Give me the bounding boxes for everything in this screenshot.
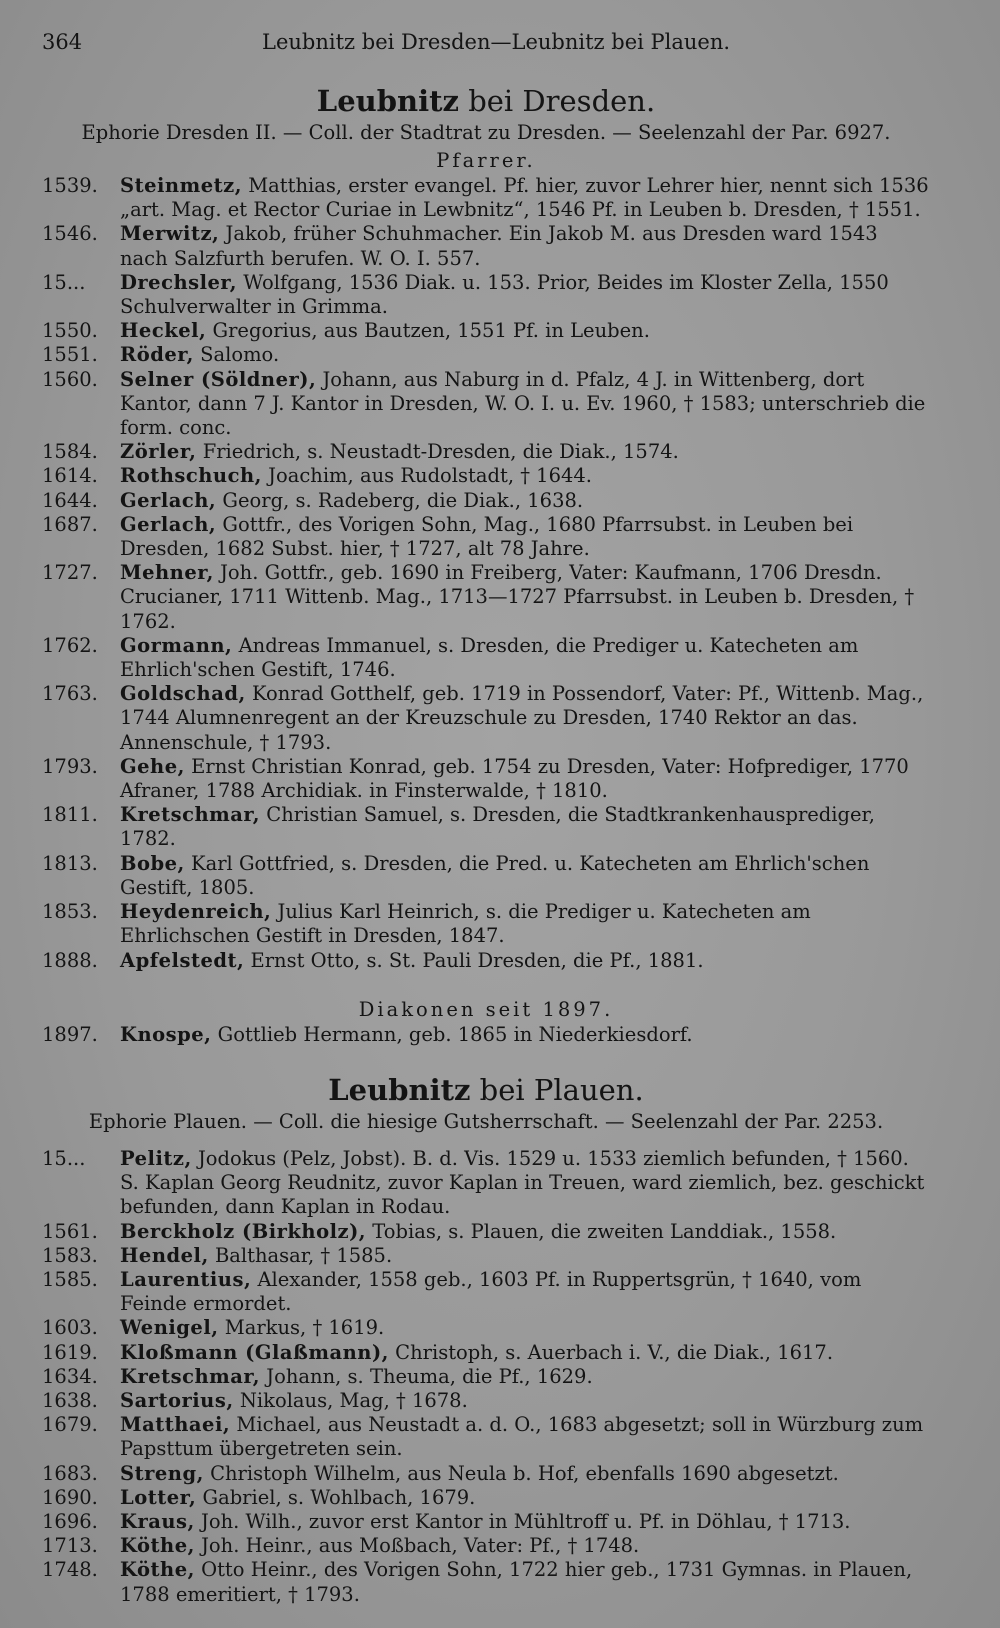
entry-year: 1793. <box>42 754 98 778</box>
entry-year: 1762. <box>42 633 98 657</box>
entry-name: Pelitz, <box>120 1146 192 1170</box>
list-item <box>42 1462 930 1486</box>
entry-name: Lotter, <box>120 1485 197 1509</box>
entry-year: 1683. <box>42 1461 98 1485</box>
section-meta: Ephorie Dresden II. — Coll. der Stadtrat zu Dresden. — Seelenzahl der Par. 6927. <box>81 121 891 144</box>
entry-text: Alexander, 1558 geb., 1603 Pf. in Ruppertsgrün, † 1640, vom Feinde ermordet. <box>120 1267 862 1316</box>
list-item <box>42 561 930 634</box>
entry-name: Berckholz (Birkholz), <box>120 1219 367 1243</box>
entry-text: Otto Heinr., des Vorigen Sohn, 1722 hier geb., 1731 Gymnas. in Plauen, 1788 emeritiert, † 1793. <box>120 1558 913 1606</box>
list-item <box>42 222 930 270</box>
list-item <box>42 755 930 803</box>
list-item <box>42 1220 930 1244</box>
entry-name: Kretschmar, <box>120 1364 261 1388</box>
list-item <box>42 1558 930 1606</box>
section-meta: Ephorie Plauen. — Coll. die hiesige Gutsherrschaft. — Seelenzahl der Par. 2253. <box>88 1109 884 1133</box>
entry-name: Röder, <box>120 343 194 367</box>
entry-year: 1679. <box>42 1413 98 1437</box>
entry-name: Bobe, <box>120 851 185 875</box>
entry-text: Jakob, früher Schuhmacher. Ein Jakob M. aus Dresden ward 1543 nach Salzfurth berufen. W. O. I. 557. <box>120 222 878 270</box>
entry-year: 1687. <box>42 512 98 536</box>
entry-year: 1585. <box>42 1267 98 1291</box>
entry-year: 1619. <box>42 1340 98 1364</box>
entry-text: Michael, aus Neustadt a. d. O., 1683 abgesetzt; soll in Würzburg zum Papsttum übergetreten sein. <box>120 1413 924 1461</box>
entry-list-dresden <box>42 174 930 973</box>
entry-text: Ernst Otto, s. St. Pauli Dresden, die Pf., 1881. <box>250 948 704 972</box>
entry-text: Markus, † 1619. <box>224 1316 385 1340</box>
entry-text: Christian Samuel, s. Dresden, die Stadtkrankenhausprediger, 1782. <box>120 803 875 851</box>
entry-year: 1546. <box>42 222 98 246</box>
entry-name: Zörler, <box>120 440 197 464</box>
entry-name: Wenigel, <box>120 1316 219 1340</box>
list-item <box>42 682 930 755</box>
entry-name: Drechsler, <box>120 270 238 294</box>
entry-name: Merwitz, <box>120 222 220 246</box>
list-item <box>42 1147 930 1220</box>
subhead-diakonen: Diakonen seit 1897. <box>358 997 614 1021</box>
entry-name: Apfelstedt, <box>120 948 245 972</box>
section-title-rest: bei Plauen. <box>479 1072 644 1107</box>
entry-text: Johann, s. Theuma, die Pf., 1629. <box>266 1364 593 1388</box>
page-number: 364 <box>42 30 83 54</box>
entry-text: Johann, aus Naburg in d. Pfalz, 4 J. in Wittenberg, dort Kantor, dann 7 J. Kantor in Dresden, W. O. I. u. Ev. 1960, † 1583; unterschrieb die form. conc. <box>120 367 926 440</box>
entry-year: 1853. <box>42 900 98 924</box>
list-item <box>42 1413 930 1461</box>
entry-text: Balthasar, † 1585. <box>214 1243 393 1267</box>
entry-text: Andreas Immanuel, s. Dresden, die Prediger u. Katecheten am Ehrlich'schen Gestift, 1746. <box>120 633 859 682</box>
entry-year: 1550. <box>42 319 98 343</box>
list-item <box>42 1510 930 1534</box>
entry-name: Steinmetz, <box>120 174 242 197</box>
entry-year: 1888. <box>42 948 98 972</box>
entry-year: 1583. <box>42 1243 98 1267</box>
entry-list-plauen <box>42 1147 930 1607</box>
entry-name: Heckel, <box>120 319 207 343</box>
list-item <box>42 489 930 513</box>
list-item <box>42 1244 930 1268</box>
entry-year: 1603. <box>42 1316 98 1340</box>
entry-text: Nikolaus, Mag, † 1678. <box>239 1388 468 1412</box>
entry-year: 1539. <box>42 174 98 197</box>
entry-year: 1813. <box>42 851 98 875</box>
entry-name: Mehner, <box>120 561 214 585</box>
running-title: Leubnitz bei Dresden—Leubnitz bei Plauen. <box>262 30 731 54</box>
list-item <box>42 803 930 851</box>
running-head <box>42 22 930 62</box>
entry-name: Kraus, <box>120 1509 195 1533</box>
entry-text: Friedrich, s. Neustadt-Dresden, die Diak., 1574. <box>202 440 679 464</box>
entry-name: Hendel, <box>120 1243 209 1267</box>
list-item <box>42 852 930 900</box>
entry-text: Wolfgang, 1536 Diak. u. 153. Prior, Beides im Kloster Zella, 1550 Schulverwalter in Grimma. <box>120 270 889 319</box>
entry-text: Gregorius, aus Bautzen, 1551 Pf. in Leuben. <box>212 319 650 343</box>
entry-name: Kloßmann (Glaßmann), <box>120 1340 389 1364</box>
list-item <box>42 634 930 682</box>
entry-text: Gottlieb Hermann, geb. 1865 in Niederkiesdorf. <box>217 1022 693 1046</box>
entry-year: 1690. <box>42 1485 98 1509</box>
entry-name: Heydenreich, <box>120 900 272 924</box>
list-item <box>42 1534 930 1558</box>
spacer <box>42 1135 930 1147</box>
entry-year: 15... <box>42 270 86 294</box>
section-title-rest: bei Dresden. <box>468 84 656 118</box>
entry-text: Joh. Wilh., zuvor erst Kantor in Mühltroff u. Pf. in Döhlau, † 1713. <box>201 1509 851 1533</box>
entry-text: Joh. Gottfr., geb. 1690 in Freiberg, Vater: Kaufmann, 1706 Dresdn. Crucianer, 1711 Wittenb. Mag., 1713—1727 Pfarrsubst. in Leuben b. Dresden, † 1762. <box>120 561 915 633</box>
section-title-bold: Leubnitz <box>328 1072 471 1107</box>
entry-name: Köthe, <box>120 1534 195 1558</box>
list-item <box>42 513 930 561</box>
list-item <box>42 1365 930 1389</box>
entry-year: 1897. <box>42 1022 98 1046</box>
entry-year: 1584. <box>42 440 98 464</box>
list-item <box>42 343 930 367</box>
list-item <box>42 1341 930 1365</box>
entry-name: Gormann, <box>120 633 233 657</box>
list-item <box>42 949 930 973</box>
entry-year: 1644. <box>42 488 98 512</box>
entry-name: Matthaei, <box>120 1413 231 1437</box>
list-item <box>42 319 930 343</box>
entry-year: 1614. <box>42 464 98 488</box>
entry-text: Tobias, s. Plauen, die zweiten Landdiak., 1558. <box>372 1219 837 1243</box>
entry-text: Gottfr., des Vorigen Sohn, Mag., 1680 Pfarrsubst. in Leuben bei Dresden, 1682 Subst. hier, † 1727, alt 78 Jahre. <box>120 512 854 561</box>
entry-text: Christoph Wilhelm, aus Neula b. Hof, ebenfalls 1690 abgesetzt. <box>210 1461 839 1485</box>
entry-year: 1638. <box>42 1388 98 1412</box>
entry-year: 1727. <box>42 561 98 585</box>
list-item <box>42 1268 930 1316</box>
entry-name: Gerlach, <box>120 512 217 536</box>
entry-text: Georg, s. Radeberg, die Diak., 1638. <box>222 488 584 512</box>
subhead-pfarrer: Pfarrer. <box>436 149 536 172</box>
list-item <box>42 900 930 948</box>
list-item <box>42 368 930 441</box>
list-item <box>42 1389 930 1413</box>
entry-text: Matthias, erster evangel. Pf. hier, zuvor Lehrer hier, nennt sich 1536 „art. Mag. et Rector Curiae in Lewbnitz“, 1546 Pf. in Leuben b. Dresden, † 1551. <box>120 174 929 222</box>
entry-year: 1561. <box>42 1219 98 1243</box>
entry-name: Streng, <box>120 1461 204 1485</box>
entry-name: Selner (Söldner), <box>120 367 317 391</box>
list-item <box>42 1486 930 1510</box>
list-item <box>42 174 930 222</box>
list-item <box>42 464 930 488</box>
list-item <box>42 440 930 464</box>
entry-text: Jodokus (Pelz, Jobst). B. d. Vis. 1529 u. 1533 ziemlich befunden, † 1560. S. Kaplan Georg Reudnitz, zuvor Kaplan in Treuen, ward ziemlich, bez. geschickt befunden, dann Kaplan in Rodau. <box>120 1146 925 1219</box>
list-item <box>42 271 930 319</box>
entry-year: 1811. <box>42 803 98 827</box>
entry-name: Gerlach, <box>120 488 217 512</box>
entry-year: 1696. <box>42 1509 98 1533</box>
entry-name: Goldschad, <box>120 682 246 706</box>
entry-text: Joh. Heinr., aus Moßbach, Vater: Pf., † 1748. <box>201 1534 640 1558</box>
list-item <box>42 1316 930 1340</box>
entry-year: 1748. <box>42 1558 98 1582</box>
section-title-bold: Leubnitz <box>316 84 459 118</box>
entry-name: Kretschmar, <box>120 803 261 827</box>
entry-year: 15... <box>42 1146 86 1170</box>
entry-text: Salomo. <box>200 343 280 367</box>
section-title-leubnitz-plauen <box>42 1073 930 1107</box>
entry-name: Rothschuch, <box>120 464 262 488</box>
spacer <box>42 973 930 995</box>
entry-text: Joachim, aus Rudolstadt, † 1644. <box>268 464 592 488</box>
entry-name: Gehe, <box>120 754 185 778</box>
entry-text: Julius Karl Heinrich, s. die Prediger u. Katecheten am Ehrlichschen Gestift in Dresden, 1847. <box>120 900 811 948</box>
entry-text: Konrad Gotthelf, geb. 1719 in Possendorf, Vater: Pf., Wittenb. Mag., 1744 Alumnenregent an der Kreuzschule zu Dresden, 1740 Rektor an das. Annenschule, † 1793. <box>120 682 924 754</box>
entry-year: 1763. <box>42 682 98 706</box>
entry-year: 1634. <box>42 1364 98 1388</box>
entry-name: Köthe, <box>120 1558 195 1582</box>
section-title-leubnitz-dresden <box>42 84 930 118</box>
entry-year: 1713. <box>42 1534 98 1558</box>
entry-text: Christoph, s. Auerbach i. V., die Diak., 1617. <box>395 1340 834 1364</box>
list-item <box>42 1023 930 1047</box>
entry-text: Ernst Christian Konrad, geb. 1754 zu Dresden, Vater: Hofprediger, 1770 Afraner, 1788 Archidiak. in Finsterwalde, † 1810. <box>120 754 909 803</box>
entry-name: Knospe, <box>120 1022 212 1046</box>
entry-text: Gabriel, s. Wohlbach, 1679. <box>202 1485 476 1509</box>
entry-name: Sartorius, <box>120 1388 234 1412</box>
entry-year: 1560. <box>42 367 98 391</box>
entry-year: 1551. <box>42 343 98 367</box>
entry-name: Laurentius, <box>120 1267 252 1291</box>
entry-text: Karl Gottfried, s. Dresden, die Pred. u. Katecheten am Ehrlich'schen Gestift, 1805. <box>120 851 870 899</box>
